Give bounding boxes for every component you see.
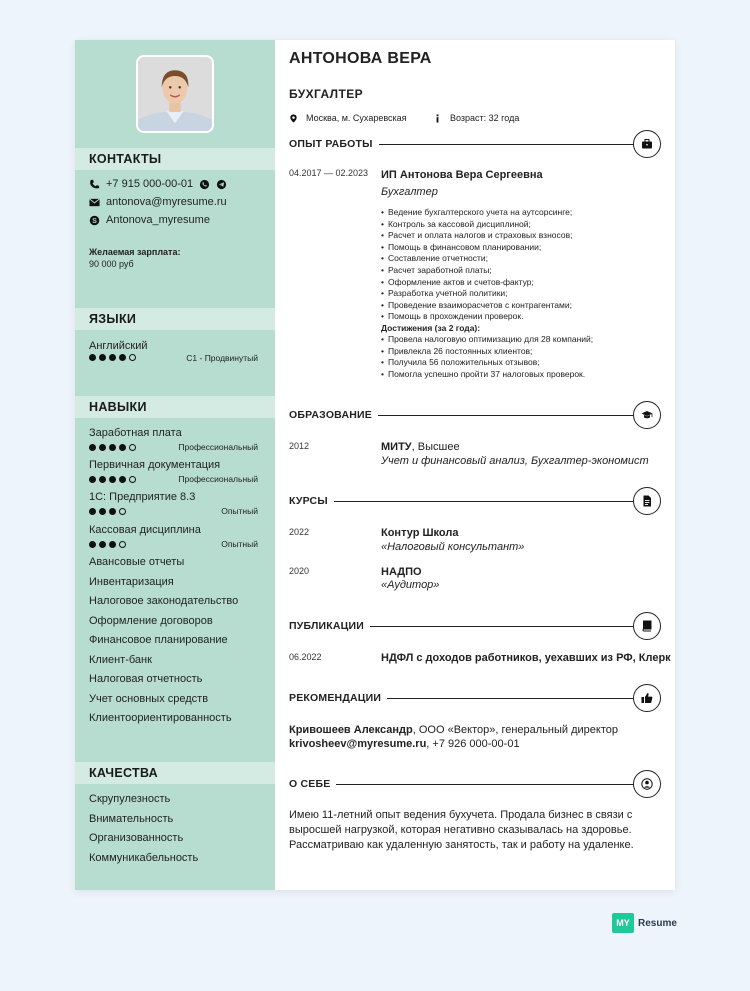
rating-dot-filled (89, 541, 96, 548)
rating-dot-filled (89, 444, 96, 451)
skill-name: 1С: Предприятие 8.3 (89, 491, 196, 503)
quality-item: Коммуникабельность (89, 852, 199, 864)
skill-item: Клиентоориентированность (89, 712, 232, 724)
candidate-name: АНТОНОВА ВЕРА (289, 50, 432, 67)
experience-dates: 04.2017 — 02.2023 (289, 168, 369, 178)
skill-item: Инвентаризация (89, 576, 174, 588)
book-icon (633, 612, 661, 640)
education-degree: , Высшее (411, 441, 460, 453)
graduation-cap-icon (633, 401, 661, 429)
duty-item: • Расчет и оплата налогов и страховых взносов; (381, 230, 661, 242)
rating-dot-filled (109, 354, 116, 361)
course-name: «Налоговый консультант» (381, 541, 525, 553)
publication-title: НДФЛ с доходов работников, уехавших из РФ, Клерк (381, 652, 671, 664)
language-rating (89, 354, 136, 361)
skill-level: Профессиональный (178, 442, 258, 452)
quality-item: Внимательность (89, 813, 174, 825)
skill-item: Налоговая отчетность (89, 673, 203, 685)
rating-dot-filled (99, 541, 106, 548)
phone-icon (89, 179, 100, 190)
thumbs-up-icon (633, 684, 661, 712)
skill-rating (89, 508, 126, 515)
skype-contact (89, 214, 210, 226)
skill-item: Учет основных средств (89, 693, 209, 705)
rating-dot-filled (109, 444, 116, 451)
skill-rating (89, 476, 136, 483)
duty-item: • Ведение бухгалтерского учета на аутсорсинге; (381, 207, 661, 219)
quality-item: Организованность (89, 832, 184, 844)
duty-item: • Разработка учетной политики; (381, 288, 661, 300)
experience-section-header (289, 130, 661, 158)
recommendation-person (289, 723, 649, 738)
experience-role: Бухгалтер (381, 186, 438, 198)
course-year: 2020 (289, 566, 310, 576)
job-title: БУХГАЛТЕР (289, 87, 364, 101)
location-text: Москва, м. Сухаревская (306, 113, 407, 123)
achievement-item: • Провела налоговую оптимизацию для 28 компаний; (381, 334, 661, 346)
skype-icon (89, 215, 100, 226)
skill-item: Оформление договоров (89, 615, 213, 627)
education-year: 2012 (289, 441, 310, 451)
myresume-logo (612, 913, 677, 933)
profile-photo (136, 55, 214, 133)
resume-page (75, 40, 675, 890)
recommendations-title: РЕКОМЕНДАЦИИ (289, 692, 382, 704)
recommender-company: , ООО «Вектор», генеральный директор (412, 724, 618, 736)
salary-value: 90 000 руб (89, 259, 134, 269)
skills-header: НАВЫКИ (75, 396, 275, 418)
skill-item: Клиент-банк (89, 654, 152, 666)
experience-company: ИП Антонова Вера Сергеевна (381, 169, 543, 181)
language-name: Английский (89, 340, 148, 352)
rating-dot-filled (89, 476, 96, 483)
skill-item: Налоговое законодательство (89, 595, 239, 607)
telegram-icon (216, 179, 227, 190)
location (289, 113, 407, 123)
skill-name: Первичная документация (89, 459, 221, 471)
education-institution: МИТУ (381, 441, 412, 453)
qualities-header: КАЧЕСТВА (75, 762, 275, 784)
rating-dot-empty (129, 476, 136, 483)
recommender-email: krivosheev@myresume.ru (289, 738, 427, 750)
skill-level: Опытный (221, 506, 258, 516)
recommendation-contact (289, 737, 649, 752)
skype-login: Antonova_myresume (106, 214, 210, 226)
publications-section-header (289, 612, 661, 640)
education-title: ОБРАЗОВАНИЕ (289, 409, 372, 421)
duty-item: • Проведение взаиморасчетов с контрагентами; (381, 300, 661, 312)
rating-dot-filled (89, 508, 96, 515)
document-icon (633, 487, 661, 515)
phone-contact (89, 178, 227, 190)
rating-dot-filled (109, 541, 116, 548)
person-icon (633, 770, 661, 798)
course-org: НАДПО (381, 566, 422, 578)
contacts-header: КОНТАКТЫ (75, 148, 275, 170)
duty-item: • Контроль за кассовой дисциплиной; (381, 219, 661, 231)
achievements-list (381, 334, 661, 380)
recommender-name: Кривошеев Александр (289, 724, 413, 736)
age (433, 113, 519, 123)
about-section-header (289, 770, 661, 798)
skill-rating (89, 444, 136, 451)
rating-dot-filled (119, 444, 126, 451)
achievements-title: Достижения (за 2 года): (381, 323, 481, 333)
main-content (275, 40, 675, 890)
rating-dot-filled (99, 354, 106, 361)
rating-dot-filled (89, 354, 96, 361)
rating-dot-filled (99, 444, 106, 451)
skill-name: Кассовая дисциплина (89, 524, 201, 536)
achievement-item: • Помогла успешно пройти 37 налоговых проверок. (381, 369, 661, 381)
mail-icon (89, 197, 100, 208)
rating-dot-filled (119, 354, 126, 361)
rating-dot-filled (109, 476, 116, 483)
publications-title: ПУБЛИКАЦИИ (289, 620, 365, 632)
logo-text: Resume (638, 917, 677, 929)
rating-dot-empty (129, 354, 136, 361)
language-level: C1 - Продвинутый (186, 353, 258, 363)
recommendations-section-header (289, 684, 661, 712)
logo-badge: MY (612, 913, 634, 933)
rating-dot-filled (99, 476, 106, 483)
skill-level: Опытный (221, 539, 258, 549)
course-year: 2022 (289, 527, 310, 537)
duty-item: • Составление отчетности; (381, 253, 661, 265)
whatsapp-icon (199, 179, 210, 190)
rating-dot-empty (119, 541, 126, 548)
about-text: Имею 11-летний опыт ведения бухучета. Продала бизнес в связи с выросшей нагрузкой, которая негативно сказывалась на здоровье. Рассматриваю как удаленную занятость, так и работу на удаленке. (289, 809, 634, 851)
education-entry (381, 441, 460, 453)
duty-item: • Оформление актов и счетов-фактур; (381, 277, 661, 289)
rating-dot-empty (129, 444, 136, 451)
info-icon (433, 114, 442, 123)
salary-label: Желаемая зарплата: (89, 247, 181, 257)
phone-number: +7 915 000-00-01 (106, 178, 194, 190)
email-contact (89, 196, 227, 208)
experience-title: ОПЫТ РАБОТЫ (289, 138, 373, 150)
courses-title: КУРСЫ (289, 495, 328, 507)
duty-item: • Расчет заработной платы; (381, 265, 661, 277)
skill-item: Финансовое планирование (89, 634, 228, 646)
achievement-item: • Привлекла 26 постоянных клиентов; (381, 346, 661, 358)
skill-name: Заработная плата (89, 427, 182, 439)
rating-dot-empty (119, 508, 126, 515)
languages-header: ЯЗЫКИ (75, 308, 275, 330)
briefcase-icon (633, 130, 661, 158)
sidebar (75, 40, 275, 890)
course-name: «Аудитор» (381, 579, 440, 591)
age-text: Возраст: 32 года (450, 113, 520, 123)
achievement-item: • Получила 56 положительных отзывов; (381, 357, 661, 369)
course-org: Контур Школа (381, 527, 459, 539)
skill-rating (89, 541, 126, 548)
about-title: О СЕБЕ (289, 778, 331, 790)
recommender-phone: , +7 926 000-00-01 (426, 738, 520, 750)
publication-date: 06.2022 (289, 652, 322, 662)
duty-item: • Помощь в прохождении проверок. (381, 311, 661, 323)
courses-section-header (289, 487, 661, 515)
quality-item: Скрупулезность (89, 793, 171, 805)
rating-dot-filled (99, 508, 106, 515)
rating-dot-filled (119, 476, 126, 483)
location-pin-icon (289, 114, 298, 123)
duty-item: • Помощь в финансовом планировании; (381, 242, 661, 254)
email-address: antonova@myresume.ru (106, 196, 227, 208)
skill-level: Профессиональный (178, 474, 258, 484)
duties-list (381, 207, 661, 323)
skill-item: Авансовые отчеты (89, 556, 185, 568)
education-section-header (289, 401, 661, 429)
rating-dot-filled (109, 508, 116, 515)
education-specialty: Учет и финансовый анализ, Бухгалтер-экономист (381, 455, 649, 467)
svg-text:S: S (92, 217, 97, 225)
